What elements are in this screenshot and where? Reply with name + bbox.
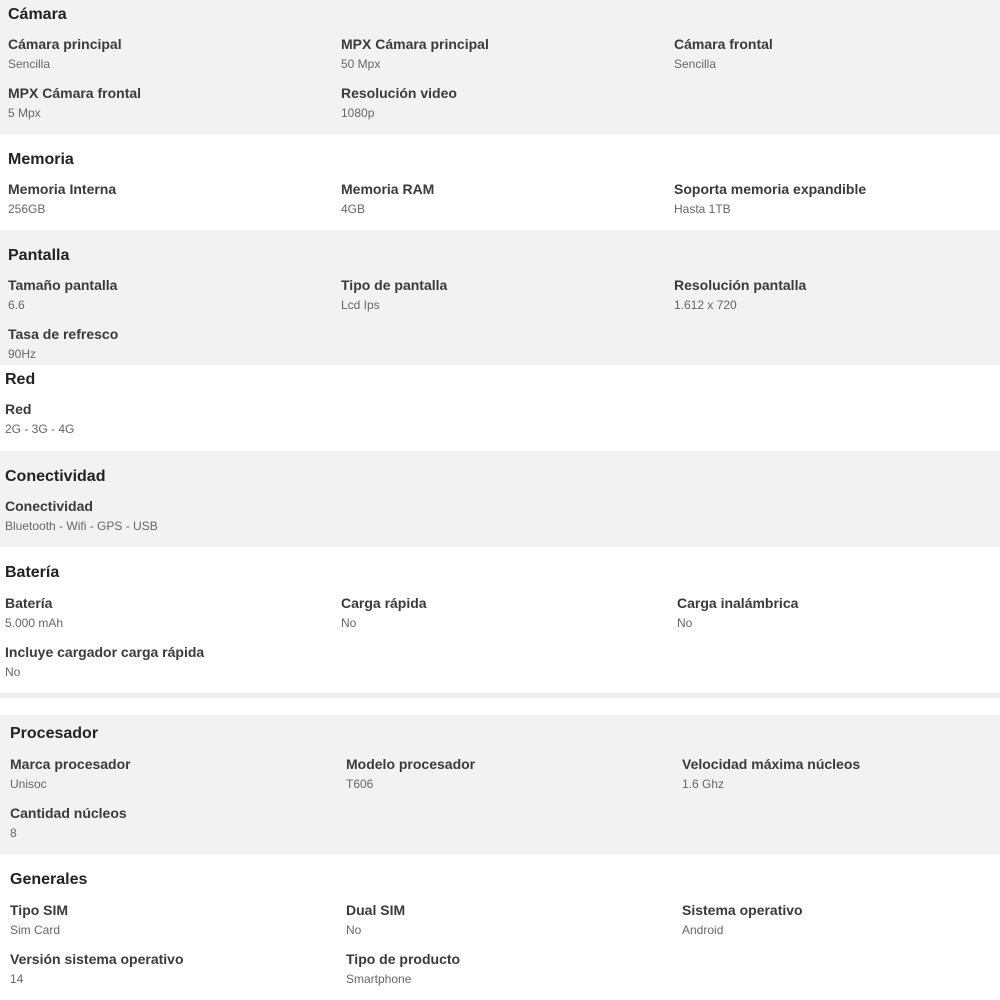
spec-label: Marca procesador (10, 756, 131, 772)
spec-item-tipo-sim (10, 901, 340, 938)
spec-value: No (5, 665, 21, 679)
spec-item-cantidad-nucleos (10, 804, 340, 841)
spec-value: Android (682, 923, 724, 937)
spec-label: Modelo procesador (346, 756, 476, 772)
section-generales (0, 854, 1000, 1000)
section-title: Conectividad (5, 468, 106, 485)
spec-item-bateria (5, 594, 335, 631)
spec-item-conectividad (5, 497, 335, 534)
spec-label: Memoria RAM (341, 181, 435, 197)
spec-item-memoria-interna (8, 180, 338, 217)
spec-item-tipo-de-pantalla (341, 276, 671, 313)
spec-label: MPX Cámara principal (341, 36, 489, 52)
spec-row (5, 497, 1000, 537)
spec-value: Hasta 1TB (674, 202, 731, 216)
spec-value: Bluetooth - Wifi - GPS - USB (5, 519, 158, 533)
spec-item-resolucion-video (341, 84, 671, 121)
spec-value: Sim Card (10, 923, 61, 937)
spec-label: Versión sistema operativo (10, 951, 184, 967)
spec-label: Memoria Interna (8, 181, 117, 197)
spec-item-dual-sim (346, 901, 676, 938)
spec-item-modelo-procesador (346, 755, 676, 792)
spec-row (8, 325, 1000, 365)
spec-item-mpx-camara-frontal (8, 84, 338, 121)
spec-row (10, 804, 1000, 844)
spec-value: Sencilla (674, 57, 717, 71)
spec-value: 50 Mpx (341, 57, 381, 71)
section-title: Cámara (8, 6, 67, 23)
spec-value: 2G - 3G - 4G (5, 422, 75, 436)
section-red (0, 365, 1000, 451)
spec-item-tamano-pantalla (8, 276, 338, 313)
spec-value: Smartphone (346, 972, 412, 986)
section-title: Procesador (10, 725, 99, 742)
spec-row (8, 180, 1000, 220)
spec-label: Carga rápida (341, 595, 427, 611)
spec-value: 14 (10, 972, 24, 986)
spec-label: Red (5, 401, 32, 417)
spec-label: Carga inalámbrica (677, 595, 799, 611)
spec-item-marca-procesador (10, 755, 340, 792)
spec-item-camara-principal (8, 35, 338, 72)
spec-label: Soporta memoria expandible (674, 181, 867, 197)
section-pantalla (0, 230, 1000, 365)
spec-row (5, 594, 1000, 634)
spec-value: 90Hz (8, 347, 37, 361)
spec-row (8, 35, 1000, 75)
section-divider (0, 693, 1000, 698)
spec-item-carga-rapida (341, 594, 671, 631)
spec-value: 8 (10, 826, 17, 840)
spec-item-version-sistema-operativo (10, 950, 340, 987)
spec-label: Resolución video (341, 85, 457, 101)
spec-value: 256GB (8, 202, 46, 216)
spec-row (8, 84, 1000, 124)
section-procesador (0, 715, 1000, 854)
section-title: Memoria (8, 151, 74, 168)
spec-item-tasa-de-refresco (8, 325, 338, 362)
spec-item-sistema-operativo (682, 901, 1000, 938)
spec-value: No (346, 923, 362, 937)
spec-value: Sencilla (8, 57, 51, 71)
spec-row (10, 950, 1000, 990)
spec-item-memoria-ram (341, 180, 671, 217)
section-title: Batería (5, 564, 60, 581)
spec-label: Tipo de producto (346, 951, 461, 967)
spec-label: Cantidad núcleos (10, 805, 127, 821)
spec-value: 1.6 Ghz (682, 777, 725, 791)
spec-value: No (341, 616, 357, 630)
spec-value: 1.612 x 720 (674, 298, 737, 312)
section-memoria (0, 134, 1000, 230)
spec-row (8, 276, 1000, 316)
spec-item-tipo-de-producto (346, 950, 676, 987)
spec-label: Cámara frontal (674, 36, 773, 52)
spec-row (10, 755, 1000, 795)
spec-value: No (677, 616, 693, 630)
section-bateria (0, 547, 1000, 693)
spec-row (10, 901, 1000, 941)
spec-label: Incluye cargador carga rápida (5, 644, 205, 660)
spec-label: Tipo de pantalla (341, 277, 448, 293)
spec-value: 1080p (341, 106, 375, 120)
spec-item-camara-frontal (674, 35, 1000, 72)
spec-value: T606 (346, 777, 374, 791)
spec-label: Cámara principal (8, 36, 122, 52)
spec-item-mpx-camara-principal (341, 35, 671, 72)
section-title: Generales (10, 871, 88, 888)
spec-label: Conectividad (5, 498, 93, 514)
spec-value: 4GB (341, 202, 366, 216)
spec-value: Unisoc (10, 777, 47, 791)
section-conectividad (0, 451, 1000, 547)
spec-row (5, 400, 1000, 440)
spec-value: 6.6 (8, 298, 25, 312)
spec-label: Velocidad máxima núcleos (682, 756, 861, 772)
spec-label: Tasa de refresco (8, 326, 119, 342)
spec-label: Batería (5, 595, 53, 611)
spec-value: 5.000 mAh (5, 616, 64, 630)
spec-item-soporta-memoria-expandible (674, 180, 1000, 217)
spec-item-carga-inalambrica (677, 594, 1000, 631)
spec-label: Sistema operativo (682, 902, 803, 918)
spec-value: 5 Mpx (8, 106, 41, 120)
section-title: Red (5, 371, 36, 388)
section-title: Pantalla (8, 247, 70, 264)
section-camara (0, 0, 1000, 134)
spec-label: MPX Cámara frontal (8, 85, 142, 101)
spec-value: Lcd Ips (341, 298, 380, 312)
spec-item-velocidad-maxima-nucleos (682, 755, 1000, 792)
spec-label: Tamaño pantalla (8, 277, 118, 293)
spec-label: Tipo SIM (10, 902, 69, 918)
spec-row (5, 643, 1000, 683)
spec-label: Dual SIM (346, 902, 406, 918)
spec-label: Resolución pantalla (674, 277, 807, 293)
spec-item-red (5, 400, 335, 437)
spec-item-incluye-cargador-carga-rapida (5, 643, 335, 680)
spec-item-resolucion-pantalla (674, 276, 1000, 313)
